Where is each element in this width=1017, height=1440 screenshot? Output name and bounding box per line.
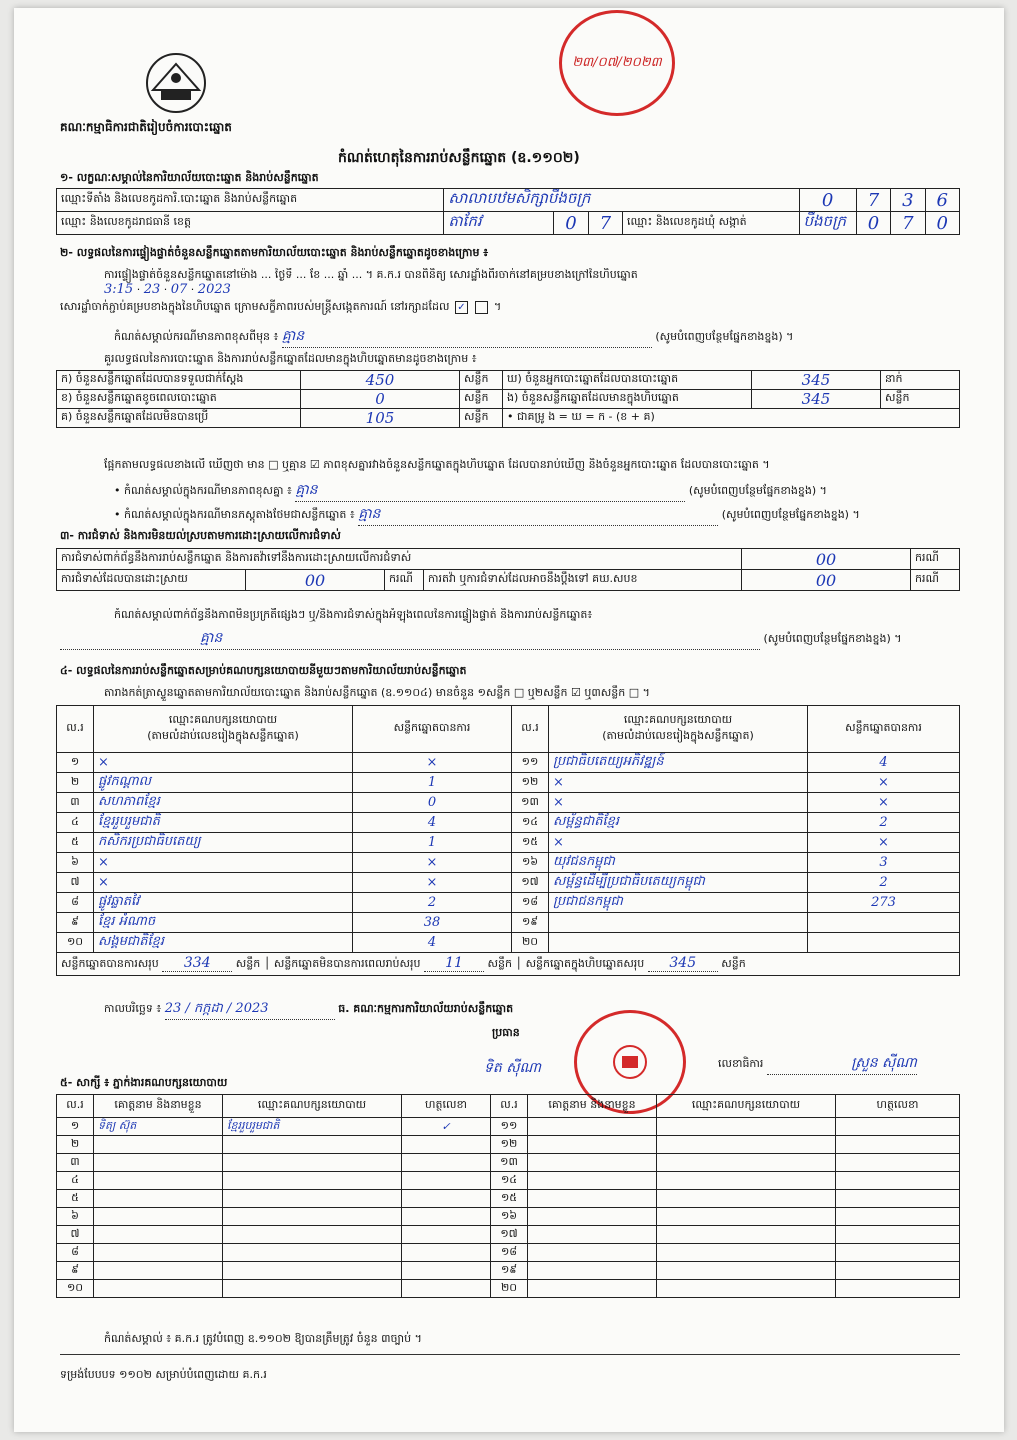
witness-signature — [836, 1190, 960, 1208]
section2-results-table — [56, 370, 960, 428]
party-row — [57, 773, 960, 793]
witness-party — [223, 1190, 402, 1208]
party-votes: 4 — [808, 753, 960, 773]
witness-party — [223, 1226, 402, 1244]
witness-number: ២០ — [491, 1280, 528, 1298]
party-votes: 2 — [808, 873, 960, 893]
resolved-value: 00 — [246, 570, 385, 591]
party-number: ២ — [57, 773, 94, 793]
location-label: ឈ្មោះទីតាំង និងលេខកូដការិ.បោះឆ្នោត និងរាប់សន្លឹកឆ្នោត — [57, 189, 444, 212]
party-votes: 3 — [808, 853, 960, 873]
witness-number: ៣ — [57, 1154, 94, 1172]
bullet-discrepancy: • កំណត់សម្គាល់ក្នុងករណីមានភាពខុសគ្នា ៖ គ្មាន (សូមបំពេញបន្ថែមផ្នែកខាងខ្នង) ។ — [114, 480, 974, 502]
party-name: × — [549, 773, 808, 793]
witness-number: ១៧ — [491, 1226, 528, 1244]
section5-heading: ៥- សាក្សី ៖ ភ្នាក់ងារគណបក្សនយោបាយ — [60, 1076, 228, 1089]
party-name: × — [94, 873, 353, 893]
party-row — [57, 813, 960, 833]
witness-number: ១៥ — [491, 1190, 528, 1208]
party-name: × — [549, 833, 808, 853]
commune-code-digit: 7 — [891, 212, 925, 235]
witness-name — [94, 1208, 223, 1226]
section1-heading: ១- លក្ខណៈសម្គាល់នៃការិយាល័យបោះឆ្នោត និងរាប់សន្លឹកឆ្នោត — [60, 171, 319, 184]
party-number: ១ — [57, 753, 94, 773]
witness-name — [528, 1172, 657, 1190]
org-name: គណៈកម្មាធិការជាតិរៀបចំការបោះឆ្នោត — [60, 120, 232, 134]
witness-name — [528, 1280, 657, 1298]
day-value: 23 — [143, 282, 161, 297]
result-row: ក) ចំនួនសន្លឹកឆ្នោតដែលបានទទួលជាក់ស្តែង 450 សន្លឹក ឃ) ចំនួនអ្នកបោះឆ្នោតដែលបានបោះឆ្នោត 345 នាក់ — [57, 371, 960, 390]
party-votes: × — [808, 833, 960, 853]
witness-party — [657, 1190, 836, 1208]
irregularity-note-label: កំណត់សម្គាល់ពាក់ព័ន្ធនឹងភាពមិនប្រក្រតីផ្សេងៗ ឬ/និងការជំទាស់ក្នុងអំឡុងពេលនៃការផ្ទៀងផ្ទាត់ និងការរាប់សន្លឹកឆ្នោត៖ — [114, 608, 593, 621]
party-votes: × — [353, 853, 512, 873]
party-votes: 2 — [353, 893, 512, 913]
witness-name — [528, 1118, 657, 1136]
witness-number: ៦ — [57, 1208, 94, 1226]
witness-name — [528, 1244, 657, 1262]
party-votes: 4 — [353, 813, 512, 833]
commune-value: បឹងចក្រ — [799, 212, 856, 235]
resolved-label: ការជំទាស់ដែលបានដោះស្រាយ — [57, 570, 246, 591]
witness-number: ១៤ — [491, 1172, 528, 1190]
verification-values: 3:15 · 23 · 07 · 2023 — [104, 282, 231, 297]
witness-signature — [402, 1262, 491, 1280]
witness-signature — [402, 1280, 491, 1298]
province-label: ឈ្មោះ និងលេខកូដរាជធានី ខេត្ត — [57, 212, 444, 235]
party-votes: 273 — [808, 893, 960, 913]
total-invalid-value: 11 — [424, 955, 484, 972]
witness-signature — [836, 1280, 960, 1298]
witness-name — [94, 1244, 223, 1262]
party-number: ២០ — [512, 933, 549, 953]
witness-number: ១១ — [491, 1118, 528, 1136]
party-name: សម្ព័ន្ធដើម្បីប្រជាធិបតេយ្យកម្ពុជា — [549, 873, 808, 893]
location-value: សាលាបឋមសិក្សាបឹងចក្រ — [444, 189, 799, 212]
witness-signature — [402, 1190, 491, 1208]
witness-name — [528, 1262, 657, 1280]
party-name: កសិករប្រជាធិបតេយ្យ — [94, 833, 353, 853]
party-row — [57, 873, 960, 893]
party-number: ៥ — [57, 833, 94, 853]
president-signature: ទិត ស៊ីណា — [484, 1060, 542, 1076]
section3-heading: ៣- ការជំទាស់ និងការមិនយល់ស្របតាមការដោះស្រាយលើការជំទាស់ — [60, 529, 341, 542]
party-name: ប្រជាជនកម្ពុជា — [549, 893, 808, 913]
party-votes: 1 — [353, 833, 512, 853]
witness-signature — [836, 1172, 960, 1190]
party-name: ប្រជាធិបតេយ្យអភិវឌ្ឍន៍ — [549, 753, 808, 773]
witness-number: ៧ — [57, 1226, 94, 1244]
date-line: កាលបរិច្ឆេទ ៖ 23 / កក្កដា / 2023 ធ. គណៈកម្មការការិយាល័យរាប់សន្លឹកឆ្នោត — [104, 1000, 513, 1020]
party-votes: × — [808, 773, 960, 793]
party-name: សង្គមជាតិខ្មែរ — [94, 933, 353, 953]
party-votes: 2 — [808, 813, 960, 833]
party-name: សម្ព័ន្ធជាតិខ្មែរ — [549, 813, 808, 833]
party-row — [57, 933, 960, 953]
complaint-value: 00 — [742, 549, 911, 570]
location-code-digit: 0 — [799, 189, 856, 212]
appeal-value: 00 — [742, 570, 911, 591]
section1-table — [56, 188, 960, 235]
witness-party — [223, 1262, 402, 1280]
total-box-value: 345 — [648, 955, 718, 972]
witness-signature — [402, 1172, 491, 1190]
witness-number: ២ — [57, 1136, 94, 1154]
party-row — [57, 893, 960, 913]
witness-number: ៨ — [57, 1244, 94, 1262]
party-number: ១៤ — [512, 813, 549, 833]
party-number: ១៣ — [512, 793, 549, 813]
party-number: ១៧ — [512, 873, 549, 893]
witness-party — [223, 1136, 402, 1154]
province-value: តាកែវ — [444, 212, 554, 235]
commune-code-digit: 0 — [856, 212, 890, 235]
witness-row — [57, 1226, 960, 1244]
stamp-emblem-icon — [610, 1042, 650, 1082]
witness-signature — [402, 1136, 491, 1154]
party-number: ៦ — [57, 853, 94, 873]
witness-signature — [402, 1226, 491, 1244]
official-stamp-top: ២៣/០៧/២០២៣ — [559, 10, 675, 116]
note-line: កំណត់សម្គាល់ករណីមានភាពខុសពីមុន ៖ គ្មាន (សូមបំពេញបន្ថែមផ្នែកខាងខ្នង) ។ — [114, 326, 974, 348]
section4-heading: ៤- លទ្ធផលនៃការរាប់សន្លឹកឆ្នោតសម្រាប់គណបក្សនយោបាយនីមួយៗតាមការិយាល័យរាប់សន្លឹកឆ្នោត — [60, 664, 467, 677]
witness-signature — [836, 1154, 960, 1172]
witness-number: ១៨ — [491, 1244, 528, 1262]
party-number: ១៦ — [512, 853, 549, 873]
complaint-label: ការជំទាស់ពាក់ព័ន្ធនឹងការរាប់សន្លឹកឆ្នោត និងការតវ៉ាទៅនឹងការដោះស្រាយលើការជំទាស់ — [57, 549, 742, 570]
party-name: × — [94, 853, 353, 873]
witness-signature: ✓ — [402, 1118, 491, 1136]
party-votes: × — [353, 873, 512, 893]
party-number: ១២ — [512, 773, 549, 793]
witness-name — [94, 1154, 223, 1172]
witness-row — [57, 1172, 960, 1190]
party-number: ៩ — [57, 913, 94, 933]
witness-row — [57, 1136, 960, 1154]
witness-party — [657, 1280, 836, 1298]
changed-checkbox — [475, 301, 488, 314]
verification-line: ការផ្ទៀងផ្ទាត់ចំនួនសន្លឹកឆ្នោតនៅម៉ោង ... ថ្ងៃទី ... ខែ ... ឆ្នាំ ... ។ គ.ក.រ បានពិនិត្យ សោរដ្ឋាំងពីរចាក់នៅគម្របខាងក្រៅនៃហិបឆ្នោត — [104, 268, 638, 281]
party-number: ១៩ — [512, 913, 549, 933]
witness-signature — [836, 1244, 960, 1262]
party-votes — [808, 933, 960, 953]
party-name: ផ្លូវកណ្តាល — [94, 773, 353, 793]
witness-party — [657, 1244, 836, 1262]
party-number: ១០ — [57, 933, 94, 953]
location-code-digit: 7 — [856, 189, 890, 212]
party-name: × — [549, 793, 808, 813]
commune-label: ឈ្មោះ និងលេខកូដឃុំ សង្កាត់ — [623, 212, 799, 235]
witness-row — [57, 1280, 960, 1298]
witness-number: ៤ — [57, 1172, 94, 1190]
party-name: ខ្មែរ អំណាច — [94, 913, 353, 933]
witness-number: ១៩ — [491, 1262, 528, 1280]
witness-party — [657, 1136, 836, 1154]
witness-row — [57, 1190, 960, 1208]
witness-party — [657, 1208, 836, 1226]
witness-party — [223, 1280, 402, 1298]
document-page — [14, 8, 1004, 1432]
section3-table: ការជំទាស់ពាក់ព័ន្ធនឹងការរាប់សន្លឹកឆ្នោត និងការតវ៉ាទៅនឹងការដោះស្រាយលើការជំទាស់ 00 ករណី ការជំទាស់ដែលបានដោះស្រាយ 00 ករណី ការតវ៉ា ឬការជំទាស់ដែលអាចនឹងប្តឹងទៅ គឃ.សបខ 00 ករណី — [56, 548, 960, 591]
witness-name: ទិត្យ ស៊ុត — [94, 1118, 223, 1136]
party-number: ៣ — [57, 793, 94, 813]
witness-name — [94, 1280, 223, 1298]
witness-number: ៥ — [57, 1190, 94, 1208]
appeal-label: ការតវ៉ា ឬការជំទាស់ដែលអាចនឹងប្តឹងទៅ គឃ.សបខ — [424, 570, 742, 591]
footnote: កំណត់សម្គាល់ ៖ គ.ក.រ ត្រូវបំពេញ ឧ.១១០២ ឱ្យបានត្រឹមត្រូវ ចំនួន ៣ច្បាប់ ។ — [104, 1332, 422, 1345]
party-row — [57, 753, 960, 773]
irregularity-note-line: គ្មាន (សូមបំពេញបន្ថែមផ្នែកខាងខ្នង) ។ — [60, 628, 980, 650]
witness-party — [223, 1244, 402, 1262]
witness-party — [657, 1154, 836, 1172]
witness-name — [528, 1190, 657, 1208]
witness-row — [57, 1208, 960, 1226]
party-row — [57, 833, 960, 853]
witness-number: ១៦ — [491, 1208, 528, 1226]
party-votes: × — [353, 753, 512, 773]
province-code-digit: 7 — [588, 212, 622, 235]
party-name: ផ្លូវឆ្លាតវៃ — [94, 893, 353, 913]
location-code-digit: 6 — [925, 189, 959, 212]
witness-signature — [836, 1136, 960, 1154]
party-name: ខ្មែររួបរួមជាតិ — [94, 813, 353, 833]
witness-row — [57, 1244, 960, 1262]
party-number: ១៨ — [512, 893, 549, 913]
result-row: ខ) ចំនួនសន្លឹកឆ្នោតខូចពេលបោះឆ្នោត 0 សន្លឹក ង) ចំនួនសន្លឹកឆ្នោតដែលមានក្នុងហិបឆ្នោត 345 សន្លឹក — [57, 390, 960, 409]
witness-name — [94, 1172, 223, 1190]
witness-name — [528, 1208, 657, 1226]
witness-party — [657, 1226, 836, 1244]
totals-row: សន្លឹកឆ្នោតបានការសរុប 334 សន្លឹក │ សន្លឹកឆ្នោតមិនបានការពេលរាប់សរុប 11 សន្លឹក │ សន្លឹកឆ្នោតក្នុងហិបឆ្នោតសរុប 345 សន្លឹក — [57, 953, 960, 976]
witness-party — [223, 1208, 402, 1226]
witness-row — [57, 1262, 960, 1280]
party-number: ៨ — [57, 893, 94, 913]
party-votes: 4 — [353, 933, 512, 953]
witness-party — [657, 1118, 836, 1136]
witness-name — [94, 1262, 223, 1280]
commune-code-digit: 0 — [925, 212, 959, 235]
witness-rows — [57, 1118, 960, 1298]
time-value: 3:15 — [104, 282, 134, 297]
secretary-line: លេខាធិការ ស្រួន ស៊ីណា — [718, 1053, 917, 1075]
form-note: ទម្រង់បែបបទ ១១០២ សម្រាប់បំពេញដោយ គ.ក.រ — [60, 1368, 267, 1381]
witness-signature — [402, 1244, 491, 1262]
seal-line: សោរដ្ឋាំចាក់ភ្ជាប់គម្របខាងក្នុងនៃហិបឆ្នោត ក្រោមសក្ខីភាពរបស់មន្ត្រីសង្កេតការណ៍ នៅរក្សាដដែល ✓ ។ — [60, 300, 502, 313]
witness-number: ១ — [57, 1118, 94, 1136]
party-name — [549, 933, 808, 953]
bullet-evidence: • កំណត់សម្គាល់ក្នុងករណីមានភស្តុតាងថែមជាសន្លឹកឆ្នោត ៖ គ្មាន (សូមបំពេញបន្ថែមផ្នែកខាងខ្នង) ។ — [114, 504, 974, 526]
witness-party — [223, 1172, 402, 1190]
witness-number: ១០ — [57, 1280, 94, 1298]
party-votes: × — [808, 793, 960, 813]
intact-checkbox: ✓ — [455, 301, 468, 314]
witness-name — [94, 1226, 223, 1244]
party-number: ១១ — [512, 753, 549, 773]
party-number: ១៥ — [512, 833, 549, 853]
party-number: ៧ — [57, 873, 94, 893]
party-name: យុវជនកម្ពុជា — [549, 853, 808, 873]
date-value: 23 / កក្កដា / 2023 — [165, 1000, 335, 1020]
witness-row — [57, 1118, 960, 1136]
result-intro: គួរលទ្ធផលនៃការបោះឆ្នោត និងការរាប់សន្លឹកឆ្នោតដែលមានក្នុងហិបឆ្នោតមានដូចខាងក្រោម ៖ — [104, 352, 477, 365]
total-valid-value: 334 — [162, 955, 232, 972]
nec-logo-icon — [139, 50, 213, 116]
witness-number: ៩ — [57, 1262, 94, 1280]
witness-number: ១២ — [491, 1136, 528, 1154]
witness-signature — [402, 1208, 491, 1226]
party-votes: 1 — [353, 773, 512, 793]
form-title: កំណត់ហេតុនៃការរាប់សន្លឹកឆ្នោត (ឧ.១១០២) — [338, 150, 580, 166]
witness-signature — [836, 1226, 960, 1244]
witness-party — [657, 1262, 836, 1280]
president-label: ប្រធាន — [492, 1026, 520, 1039]
witness-name — [94, 1136, 223, 1154]
month-value: 07 — [170, 282, 188, 297]
secretary-signature: ស្រួន ស៊ីណា — [767, 1053, 917, 1075]
party-name: × — [94, 753, 353, 773]
witness-name — [528, 1154, 657, 1172]
party-name — [549, 913, 808, 933]
party-row — [57, 793, 960, 813]
witness-number: ១៣ — [491, 1154, 528, 1172]
party-votes: 0 — [353, 793, 512, 813]
witness-table: ល.រ គោត្តនាម និងនាមខ្លួន ឈ្មោះគណបក្សនយោបាយ ហត្ថលេខា ល.រ គោត្តនាម និងនាមខ្លួន ឈ្មោះគណបក្សនយោបាយ ហត្ថលេខា ១ ទិត្យ ស៊ុត ខ្មែររួបរួមជាតិ ✓ ១១ ២ ១២ ៣ ១៣ ៤ ១៤ ៥ ១៥ ៦ ១៦ ៧ ១៧ ៨ ១៨ ៩ ១៩ ១០ ២០ — [56, 1094, 960, 1298]
witness-row — [57, 1154, 960, 1172]
witness-signature — [402, 1154, 491, 1172]
party-votes: 38 — [353, 913, 512, 933]
witness-name — [528, 1226, 657, 1244]
party-results-table: ល.រ ឈ្មោះគណបក្សនយោបាយ (តាមលំដាប់លេខរៀងក្នុងសន្លឹកឆ្នោត) សន្លឹកឆ្នោតបានការ ល.រ ឈ្មោះគណបក្សនយោបាយ (តាមលំដាប់លេខរៀងក្នុងសន្លឹកឆ្នោត) សន្លឹកឆ្នោតបានការ ១ × × ១១ ប្រជាធិបតេយ្យអភិវឌ្ឍន៍ 4 ២ ផ្លូវកណ្តាល 1 ១២ × × ៣ សហភាពខ្មែរ 0 ១៣ × × ៤ ខ្មែររួបរួមជាតិ 4 ១៤ សម្ព័ន្ធជាតិខ្មែរ 2 ៥ កសិករប្រជាធិបតេយ្យ 1 ១៥ × × ៦ × × ១៦ យុវជនកម្ពុជា 3 ៧ × × ១៧ សម្ព័ន្ធដើម្បីប្រជាធិបតេយ្យកម្ពុជា 2 ៨ ផ្លូវឆ្លាតវៃ 2 ១៨ ប្រជាជនកម្ពុជា 273 ៩ ខ្មែរ អំណាច 38 ១៩ ១០ សង្គមជាតិខ្មែរ 4 ២០ សន្លឹកឆ្នោតបានការសរុប 334 សន្លឹក │ សន្លឹកឆ្នោតមិនបានការពេលរាប់សរុប 11 សន្លឹក │ សន្លឹកឆ្នោតក្នុងហិបឆ្នោតសរុប 345 សន្លឹក — [56, 705, 960, 976]
province-code-digit: 0 — [554, 212, 588, 235]
tally-sheet-line: តារាងកត់ត្រាស្ទួនឆ្នោតតាមការិយាល័យបោះឆ្នោត និងរាប់សន្លឹកឆ្នោត (ឧ.១១០៤) មានចំនួន ១សន្លឹក □ ឬ២សន្លឹក ☑ ឬ៣សន្លឹក □ ។ — [104, 686, 650, 699]
discrepancy-check-line: ផ្អែកតាមលទ្ធផលខាងលើ ឃើញថា មាន □ ឬគ្មាន ☑ ភាពខុសគ្នារវាងចំនួនសន្លឹកឆ្នោតក្នុងហិបឆ្នោត ដែលបានរាប់ឃើញ និងចំនួនអ្នកបោះឆ្នោត ដែលបានបោះឆ្នោត ។ — [104, 458, 770, 471]
party-row — [57, 913, 960, 933]
location-code-digit: 3 — [891, 189, 925, 212]
party-votes — [808, 913, 960, 933]
party-rows — [57, 753, 960, 953]
witness-party — [657, 1172, 836, 1190]
witness-name — [94, 1190, 223, 1208]
party-row — [57, 853, 960, 873]
year-value: 2023 — [197, 282, 231, 297]
note-value: គ្មាន — [282, 326, 652, 348]
party-name: សហភាពខ្មែរ — [94, 793, 353, 813]
witness-signature — [836, 1118, 960, 1136]
witness-party: ខ្មែររួបរួមជាតិ — [223, 1118, 402, 1136]
witness-name — [528, 1136, 657, 1154]
result-row: គ) ចំនួនសន្លឹកឆ្នោតដែលមិនបានប្រើ 105 សន្លឹក • ជាគម្រូ ង = ឃ = ក - (ខ + គ) — [57, 409, 960, 428]
party-number: ៤ — [57, 813, 94, 833]
witness-signature — [836, 1262, 960, 1280]
footer-divider — [60, 1354, 960, 1355]
witness-signature — [836, 1208, 960, 1226]
section2-heading: ២- លទ្ធផលនៃការផ្ទៀងផ្ទាត់ចំនួនសន្លឹកឆ្នោតតាមការិយាល័យបោះឆ្នោត និងរាប់សន្លឹកឆ្នោតដូចខាងក្រោម ៖ — [60, 246, 489, 259]
witness-party — [223, 1154, 402, 1172]
